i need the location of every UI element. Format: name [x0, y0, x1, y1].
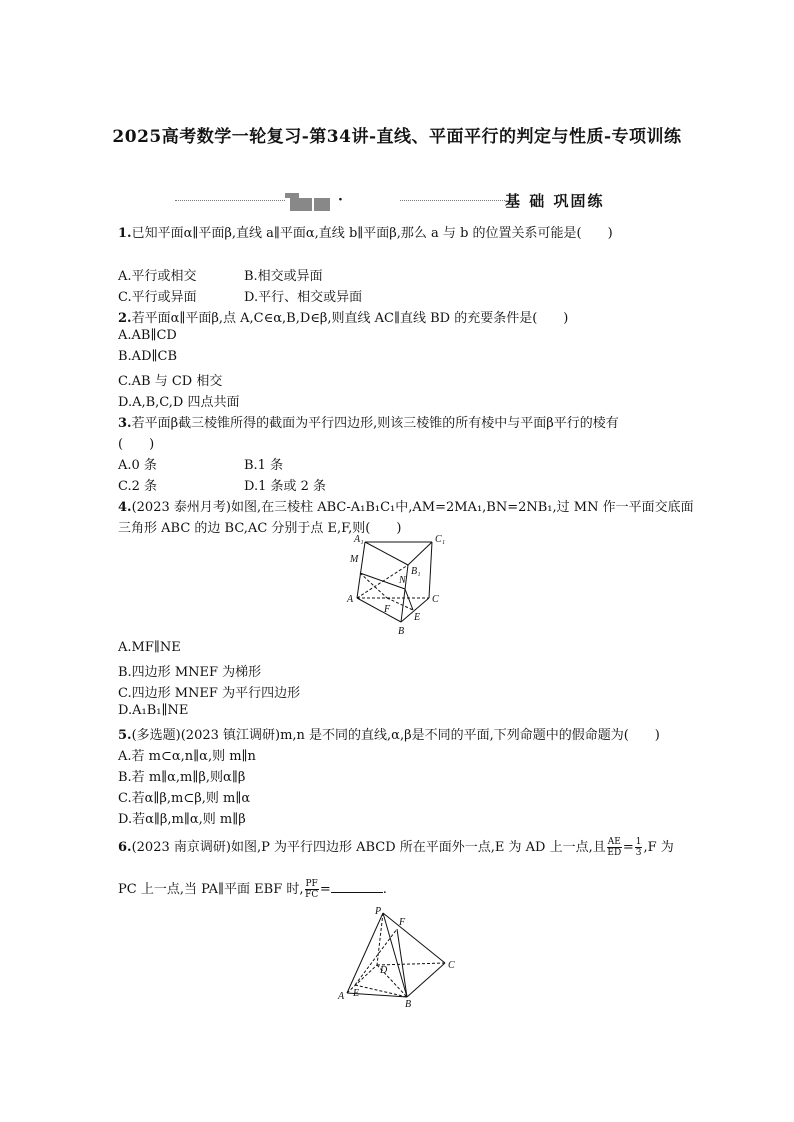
q4-option-c: C.四边形 MNEF 为平行四边形: [118, 686, 301, 701]
q5-option-a: A.若 m⊂α,n∥α,则 m∥n: [118, 749, 256, 764]
q1-option-b: B.相交或异面: [244, 269, 323, 284]
q4-option-a: A.MF∥NE: [118, 640, 181, 655]
dotted-rule-left: [175, 200, 285, 201]
label-F: F: [384, 604, 391, 615]
label-C: C: [448, 960, 455, 971]
q4-option-d: D.A₁B₁∥NE: [118, 703, 189, 718]
label-F: F: [399, 917, 406, 928]
q6-stem-line2: PC 上一点,当 PA∥平面 EBF 时, $\frac{PF}{FC}$ = .: [118, 879, 387, 900]
q2-option-d: D.A,B,C,D 四点共面: [118, 395, 240, 410]
label-A1: A₁: [354, 534, 364, 545]
q2-option-b: B.AD∥CB: [118, 349, 178, 364]
q3-option-c: C.2 条: [118, 479, 158, 494]
segment-MF: [360, 573, 387, 598]
label-A: A: [347, 594, 354, 605]
q1-option-a: A.平行或相交: [118, 269, 197, 284]
label-A: A: [338, 991, 345, 1002]
label-N: N: [399, 575, 406, 586]
section-marker: ·: [338, 192, 343, 208]
q6-stem: 6.(2023 南京调研)如图,P 为平行四边形 ABCD 所在平面外一点,E 为 AD 上一点,且 $\frac{AE}{ED}$ = $\frac{1}{3}$ ,F 为: [118, 837, 674, 858]
q4-option-b: B.四边形 MNEF 为梯形: [118, 665, 262, 680]
edge-AB: [357, 598, 401, 622]
edge-BC: [407, 963, 445, 997]
segment-FB: [397, 929, 407, 997]
q2-stem: 2.若平面α∥平面β,点 A,C∈α,B,D∈β,则直线 AC∥直线 BD 的充要条件是( ): [118, 311, 569, 326]
label-D: D: [380, 965, 388, 976]
edge-AA1: [357, 542, 365, 598]
q3-option-d: D.1 条或 2 条: [244, 479, 327, 494]
label-E: E: [414, 612, 421, 623]
edge-CC1: [429, 542, 432, 598]
section-header: [175, 190, 625, 214]
answer-blank[interactable]: [331, 882, 383, 893]
label-B: B: [398, 626, 405, 637]
q2-option-c: C.AB 与 CD 相交: [118, 374, 223, 389]
label-M: M: [350, 554, 359, 565]
q3-options-row1: [118, 454, 284, 473]
q5-stem: 5.(多选题)(2023 镇江调研)m,n 是不同的直线,α,β是不同的平面,下列命题中的假命题为( ): [118, 728, 660, 743]
q2-option-a: A.AB∥CD: [118, 328, 177, 343]
q1-option-c: C.平行或异面: [118, 290, 197, 305]
edge-A1B1: [365, 542, 408, 565]
q3-options-row2: [118, 475, 327, 494]
label-E: E: [353, 988, 360, 999]
q5-option-c: C.若α∥β,m⊂β,则 m∥α: [118, 791, 251, 806]
q3-stem: 3.若平面β截三棱锥所得的截面为平行四边形,则该三棱锥的所有棱中与平面β平行的棱有: [118, 416, 619, 431]
q3-option-a: A.0 条: [118, 458, 157, 473]
edge-PC: [383, 913, 445, 963]
section-label: 基 础 巩固练: [505, 192, 605, 210]
edge-B1C1: [408, 542, 432, 565]
label-C: C: [432, 594, 439, 605]
q6-pyramid-figure: [335, 905, 465, 1010]
q1-options-row1: [118, 265, 323, 284]
q1-option-d: D.平行、相交或异面: [244, 290, 363, 305]
q4-stem-line2: 三角形 ABC 的边 BC,AC 分别于点 E,F,则( ): [118, 521, 402, 536]
label-B: B: [405, 999, 412, 1010]
q3-option-b: B.1 条: [244, 458, 284, 473]
q5-option-b: B.若 m∥α,m∥β,则α∥β: [118, 770, 246, 785]
label-B1: B₁: [411, 566, 421, 577]
segment-EF: [355, 929, 397, 985]
q1-stem: 1.已知平面α∥平面β,直线 a∥平面α,直线 b∥平面β,那么 a 与 b 的位置关系可能是( ): [118, 226, 613, 241]
label-P: P: [375, 906, 382, 917]
q1-options-row2: [118, 286, 363, 305]
fraction-AE-ED: $\frac{AE}{ED}$: [607, 837, 622, 858]
fraction-PF-FC: $\frac{PF}{FC}$: [305, 879, 319, 900]
edge-PA: [347, 913, 383, 993]
q4-stem: 4.(2023 泰州月考)如图,在三棱柱 ABC-A₁B₁C₁中,AM=2MA₁,BN=2NB₁,过 MN 作一平面交底面: [118, 500, 694, 515]
decor-block: [290, 198, 312, 211]
q5-option-d: D.若α∥β,m∥α,则 m∥β: [118, 812, 246, 827]
label-C1: C₁: [435, 534, 446, 545]
q3-stem-line2: ( ): [118, 437, 155, 452]
page-title: 2025高考数学一轮复习-第34讲-直线、平面平行的判定与性质-专项训练: [112, 127, 682, 147]
q4-prism-figure: [335, 530, 460, 640]
dotted-rule-right: [400, 200, 505, 201]
fraction-one-third: $\frac{1}{3}$: [635, 837, 642, 858]
decor-block: [314, 198, 330, 211]
